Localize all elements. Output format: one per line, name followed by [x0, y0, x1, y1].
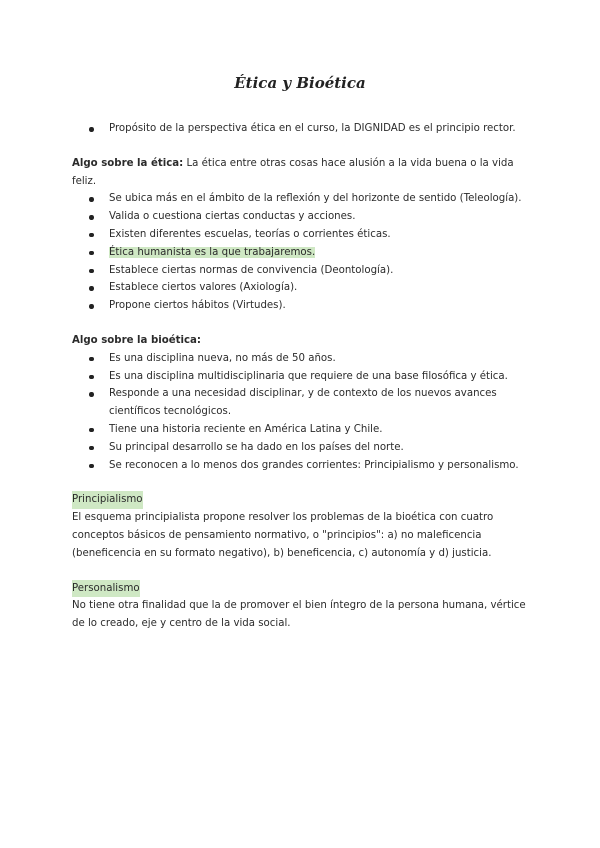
document-content [72, 120, 532, 633]
list-item: Responde a una necesidad disciplinar, y de contexto de los nuevos avances científicos tecnológicos. [72, 385, 532, 421]
list-item: Propone ciertos hábitos (Virtudes). [72, 297, 532, 315]
list-item: Se ubica más en el ámbito de la reflexión y del horizonte de sentido (Teleología). [72, 190, 532, 208]
document-title: Ética y Bioética [234, 74, 366, 92]
list-item: Su principal desarrollo se ha dado en los países del norte. [72, 439, 532, 457]
intro-item: Propósito de la perspectiva ética en el curso, la DIGNIDAD es el principio rector. [72, 120, 532, 138]
bioetica-section [72, 332, 532, 474]
list-item: Es una disciplina nueva, no más de 50 años. [72, 350, 532, 368]
list-item: Valida o cuestiona ciertas conductas y acciones. [72, 208, 532, 226]
bioetica-heading: Algo sobre la bioética: [72, 334, 202, 346]
etica-list [72, 190, 532, 315]
list-item: Es una disciplina multidisciplinaria que requiere de una base filosófica y ética. [72, 368, 532, 386]
list-item: Tiene una historia reciente en América Latina y Chile. [72, 421, 532, 439]
highlight: Ética humanista es la que trabajaremos. [109, 246, 316, 258]
etica-lead: La ética entre otras cosas hace alusión a la vida buena o la vida feliz. [72, 157, 514, 187]
list-item: Establece ciertos valores (Axiología). [72, 279, 532, 297]
list-item: Existen diferentes escuelas, teorías o corrientes éticas. [72, 226, 532, 244]
personalismo-text: No tiene otra finalidad que la de promover el bien íntegro de la persona humana, vértice de lo creado, eje y centro de la vida social. [72, 600, 526, 630]
personalismo-block [72, 580, 532, 633]
personalismo-title: Personalismo [72, 580, 140, 598]
etica-paragraph [72, 155, 532, 191]
principialismo-title: Principialismo [72, 491, 143, 509]
intro-list [72, 120, 532, 138]
bioetica-list [72, 350, 532, 475]
principialismo-block [72, 491, 532, 562]
list-item: Establece ciertas normas de convivencia (Deontología). [72, 262, 532, 280]
list-item-highlighted [72, 244, 532, 262]
list-item: Se reconocen a lo menos dos grandes corrientes: Principialismo y personalismo. [72, 457, 532, 475]
etica-section [72, 155, 532, 315]
principialismo-text: El esquema principialista propone resolver los problemas de la bioética con cuatro conceptos básicos de pensamiento normativo, o "principios": a) no maleficencia (beneficencia en su formato negativo), b) beneficencia, c) autonomía y d) justicia. [72, 512, 494, 559]
etica-heading: Algo sobre la ética: [72, 157, 184, 169]
